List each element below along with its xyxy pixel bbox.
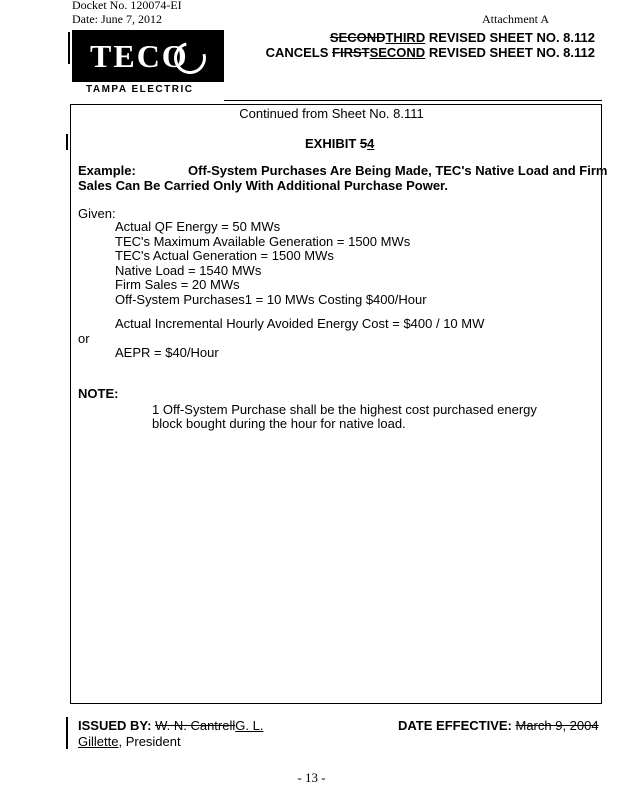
sheet-cancels-line [266,45,595,60]
example-text-line1: Off-System Purchases Are Being Made, TEC's Native Load and Firm [188,163,608,178]
docket-number: Docket No. 120074-EI [72,0,182,12]
issued-by-title: , President [118,734,181,749]
given-label: Given: [78,206,116,221]
continued-note: Continued from Sheet No. 8.111 [239,106,424,121]
exhibit-title [305,136,374,151]
attachment-label: Attachment A [482,12,549,26]
sheet-revision-rest: REVISED SHEET NO. 8.112 [425,30,595,45]
date-effective [398,718,599,733]
revision-bar-exhibit [66,134,68,150]
issued-by-line1 [78,718,263,733]
given-item: Firm Sales = 20 MWs [115,277,240,293]
given-list [115,220,427,308]
example-label: Example: [78,163,136,178]
date-effective-label: DATE EFFECTIVE: [398,718,512,733]
exhibit-number-new: 4 [367,136,375,151]
given-item: Actual QF Energy = 50 MWs [115,219,281,234]
given-item: Native Load = 1540 MWs [115,262,262,278]
note-line2: block bought during the hour for native load. [152,416,406,431]
given-item: TEC's Maximum Available Generation = 1500 MWs [115,233,411,249]
sheet-cancels-rest: REVISED SHEET NO. 8.112 [425,45,595,60]
exhibit-number-struck: 5 [359,136,368,151]
sheet-revision-struck: SECOND [329,30,386,45]
sheet-revision-new: THIRD [385,30,426,45]
sheet-cancels-prefix: CANCELS [265,45,333,60]
sheet-cancels-new: SECOND [369,45,426,60]
revision-bar [68,32,70,64]
header-rule [224,100,602,101]
logo-wordmark: TECO [90,38,189,74]
aepr-value: AEPR = $40/Hour [115,345,219,360]
logo-subtitle: TAMPA ELECTRIC [86,84,194,95]
given-item: TEC's Actual Generation = 1500 MWs [115,248,334,264]
date-effective-struck: March 9, 2004 [515,718,599,733]
page-number: - 13 - [297,770,326,785]
issued-by-new-part1: G. L. [235,718,264,733]
given-item: Off-System Purchases1 = 10 MWs Costing $400/Hour [115,291,427,307]
issued-by-label: ISSUED BY: [78,718,152,733]
note-line1: 1 Off-System Purchase shall be the highest cost purchased energy [152,402,537,417]
issued-by-new-part2: Gillette [78,734,119,749]
or-text: or [78,331,90,346]
example-text-line2: Sales Can Be Carried Only With Additional Purchase Power. [78,178,448,193]
issued-by-struck: W. N. Cantrell [155,718,236,733]
revision-bar-footer [66,717,68,749]
note-label: NOTE: [78,386,119,401]
sheet-revision-line [330,30,595,45]
incremental-cost: Actual Incremental Hourly Avoided Energy Cost = $400 / 10 MW [115,316,485,331]
issued-by-line2 [78,734,181,749]
teco-logo [72,30,224,82]
sheet-cancels-struck: FIRST [332,45,370,60]
exhibit-label: EXHIBIT [305,136,360,151]
document-date: Date: June 7, 2012 [72,12,162,26]
